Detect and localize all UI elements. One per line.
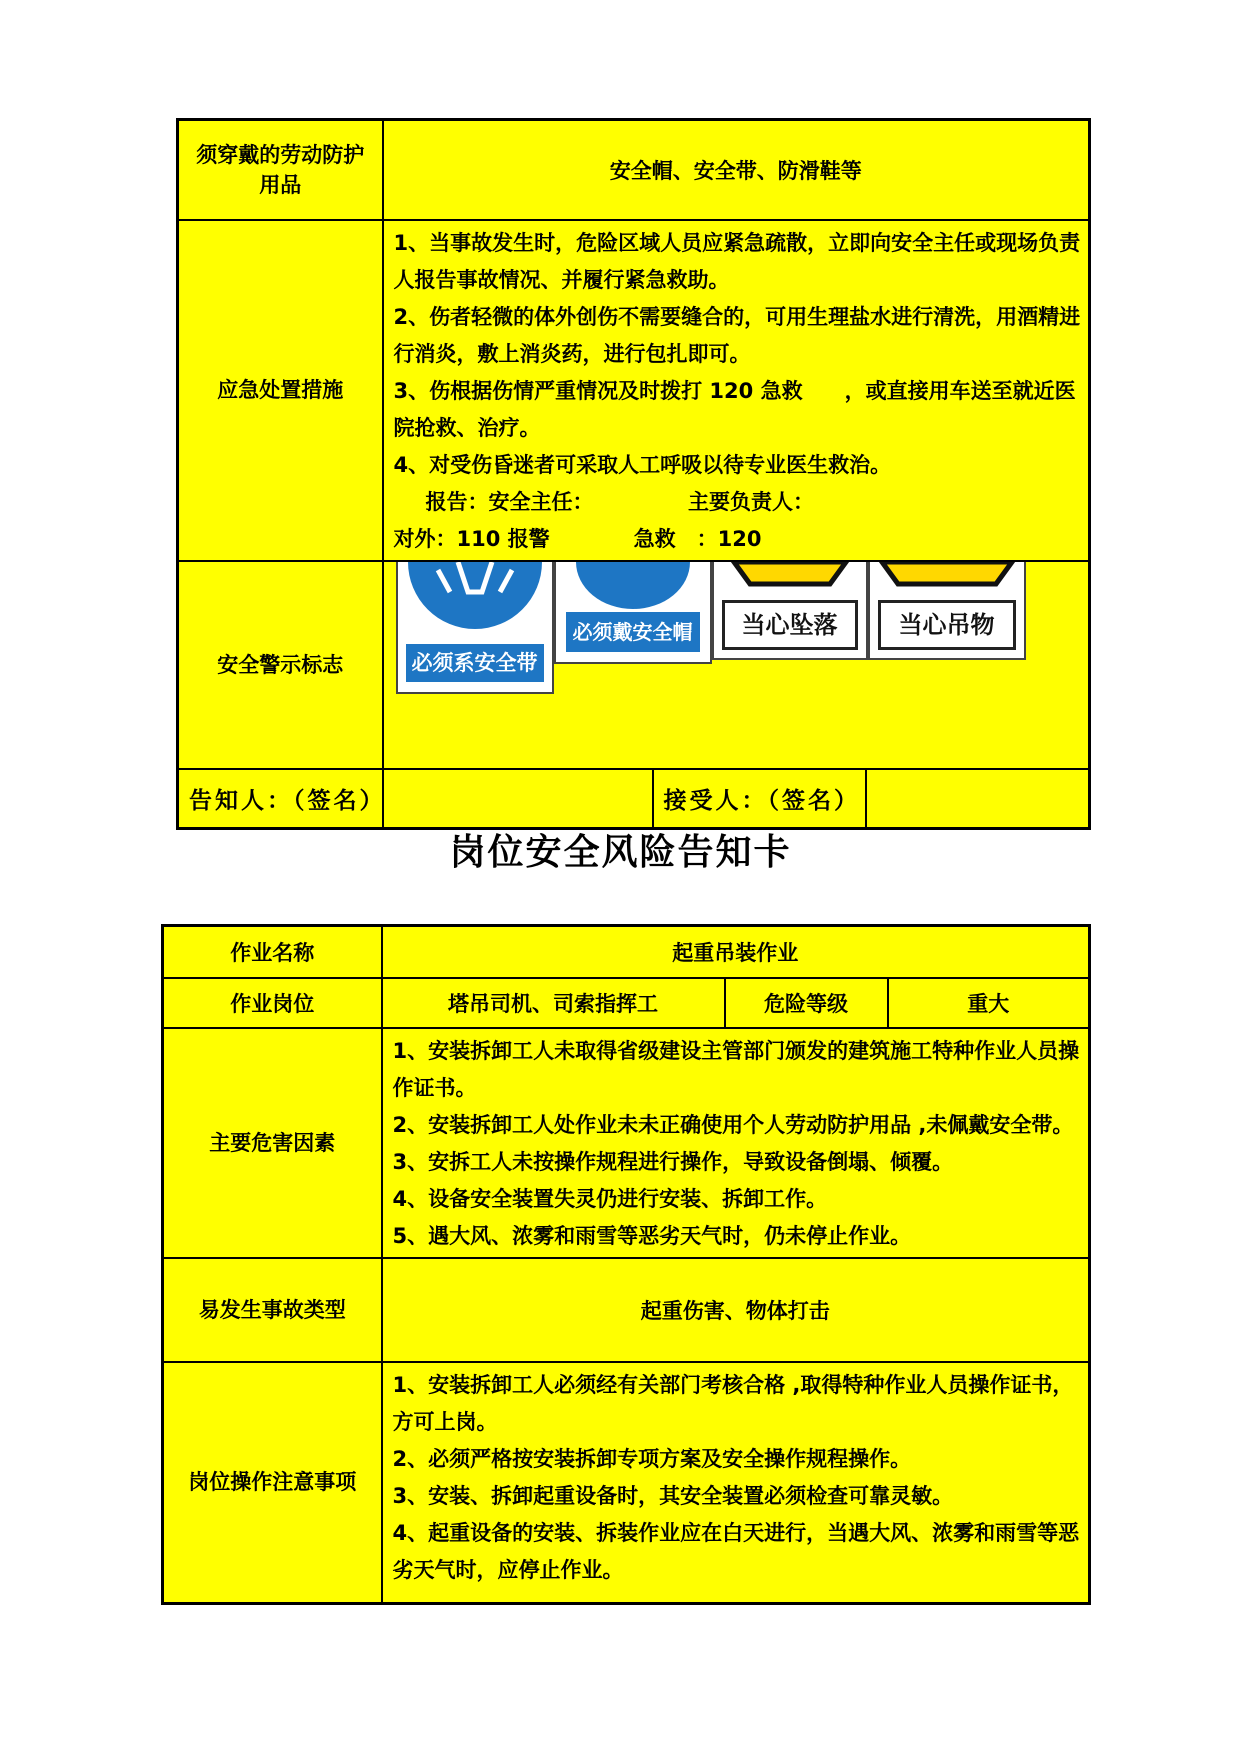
list-item: 5、遇大风、浓雾和雨雪等恶劣天气时，仍未停止作业。 [392,1223,912,1248]
list-item: 4、对受伤昏迷者可采取人工呼吸以待专业医生救治。 [393,452,892,477]
list-item: 3、安拆工人未按操作规程进行操作，导致设备倒塌、倾覆。 [392,1149,954,1174]
notifier-label: 告知人：（签名） [178,769,383,829]
notes-list [382,1362,1090,1604]
helmet-icon [556,562,710,612]
job-name-value: 起重吊装作业 [382,926,1090,978]
hazards-list [382,1028,1090,1258]
hazards-label: 主要危害因素 [163,1028,382,1258]
list-item: 1、当事故发生时，危险区域人员应紧急疏散，立即向安全主任或现场负责人报告事故情况、并履行紧急救助。 [393,230,1081,292]
list-item: 2、伤者轻微的体外创伤不需要缝合的，可用生理盐水进行清洗，用酒精进行消炎，敷上消炎药，进行包扎即可。 [393,304,1081,366]
helmet-sign [554,562,712,664]
signs-cell [383,561,1090,769]
list-item: 4、起重设备的安装、拆装作业应在白天进行，当遇大风、浓雾和雨雪等恶劣天气时，应停止作业。 [392,1520,1080,1582]
risk-level-value: 重大 [888,978,1090,1028]
list-item: 1、安装拆卸工人必须经有关部门考核合格 ,取得特种作业人员操作证书，方可上岗。 [392,1372,1074,1434]
safety-belt-sign [396,562,554,694]
risk-notice-card [161,924,1091,1605]
notes-label: 岗位操作注意事项 [163,1362,382,1604]
fall-warning-icon [714,562,866,592]
accident-value: 起重伤害、物体打击 [382,1258,1090,1362]
safety-belt-icon [398,562,552,642]
list-item: 1、安装拆卸工人未取得省级建设主管部门颁发的建筑施工特种作业人员操作证书。 [392,1038,1080,1100]
signs-label: 安全警示标志 [178,561,383,769]
warning-signs [384,562,1089,768]
list-item: 4、设备安全装置失灵仍进行安装、拆卸工作。 [392,1186,828,1211]
risk-level-label: 危险等级 [725,978,888,1028]
job-name-label: 作业名称 [163,926,382,978]
receiver-signature-field[interactable] [866,769,1090,829]
sign-text: 必须系安全带 [406,644,544,682]
emergency-label: 应急处置措施 [178,220,383,561]
sign-text: 当心吊物 [878,600,1016,650]
ppe-value: 安全帽、安全带、防滑鞋等 [383,120,1090,220]
report-line: 报告：安全主任： 主要负责人： [425,489,814,514]
list-item: 2、安装拆卸工人处作业未未正确使用个人劳动防护用品 ,未佩戴安全带。 [392,1112,1074,1137]
hanging-load-warning-icon [870,562,1024,592]
receiver-label: 接受人：（签名） [653,769,866,829]
list-item: 3、安装、拆卸起重设备时，其安全装置必须检查可靠灵敏。 [392,1483,954,1508]
sign-text: 必须戴安全帽 [566,612,700,652]
position-value: 塔吊司机、司索指挥工 [382,978,725,1028]
list-item: 3、伤根据伤情严重情况及时拨打 120 急救 ，或直接用车送至就近医院抢救、治疗。 [393,378,1076,440]
external-line: 对外：110 报警 急救 ：120 [393,526,762,551]
list-item: 2、必须严格按安装拆卸专项方案及安全操作规程操作。 [392,1446,912,1471]
accident-label: 易发生事故类型 [163,1258,382,1362]
fall-warning-sign [712,562,868,660]
ppe-label: 须穿戴的劳动防护用品 [178,120,383,220]
hanging-load-sign [868,562,1026,660]
position-label: 作业岗位 [163,978,382,1028]
emergency-card [176,118,1091,830]
page-title: 岗位安全风险告知卡 [449,832,792,873]
emergency-measures [383,220,1090,561]
notifier-signature-field[interactable] [383,769,653,829]
sign-text: 当心坠落 [722,600,858,650]
